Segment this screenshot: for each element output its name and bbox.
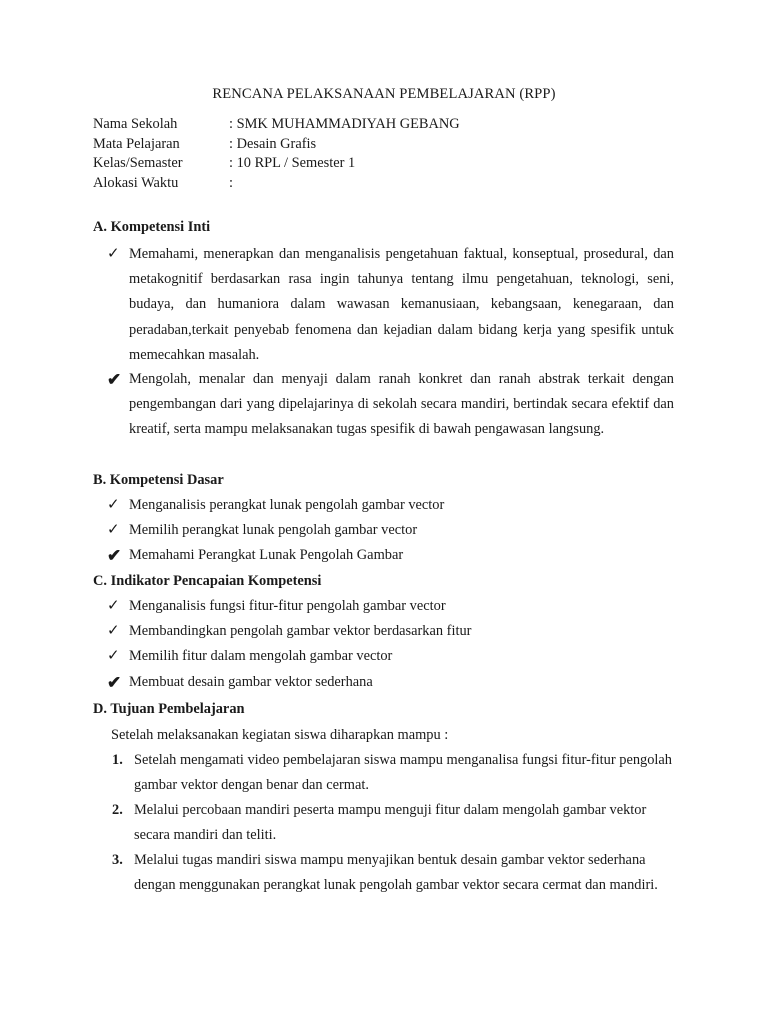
numbered-item-text: Melalui percobaan mandiri peserta mampu menguji fitur dalam mengolah gambar vektor secara mandiri dan teliti. (134, 802, 647, 844)
list-item (107, 594, 674, 619)
list-item-text: Membuat desain gambar vektor sederhana (129, 674, 373, 690)
section-intro: Setelah melaksanakan kegiatan siswa diharapkan mampu : (111, 727, 449, 743)
info-value: : 10 RPL / Semester 1 (229, 155, 356, 171)
info-row-subject (93, 135, 460, 155)
list-item (107, 619, 674, 644)
list-item-text: Memahami, menerapkan dan menganalisis pengetahuan faktual, konseptual, prosedural, dan metakognitif berdasarkan rasa ingin tahunya tentang ilmu pengetahuan, teknologi, seni, budaya, dan humaniora dalam wawasan kemanusiaan, kebangsaan, kenegaraan, dan peradaban,terkait penyebab fenomena dan kejadian dalam bidang kerja yang spesifik untuk memecahkan masalah. (129, 246, 674, 363)
list-item-text: Menganalisis perangkat lunak pengolah gambar vector (129, 497, 445, 513)
check-icon: ✓ (107, 246, 120, 262)
list-item-text: Memahami Perangkat Lunak Pengolah Gambar (129, 547, 404, 563)
list-item (107, 367, 674, 443)
check-icon: ✓ (107, 497, 120, 513)
item-number: 3. (112, 852, 123, 868)
list-item (107, 670, 674, 695)
info-value: : (229, 174, 233, 191)
item-number: 2. (112, 802, 123, 818)
list-item-text: Memilih perangkat lunak pengolah gambar vector (129, 522, 418, 538)
check-icon: ✔ (107, 370, 122, 389)
check-icon: ✓ (107, 623, 120, 639)
info-value: : SMK MUHAMMADIYAH GEBANG (229, 116, 460, 132)
list-item (107, 644, 674, 669)
check-icon: ✓ (107, 648, 120, 664)
document-title: RENCANA PELAKSANAAN PEMBELAJARAN (RPP) (212, 86, 556, 102)
list-item (107, 543, 674, 568)
info-row-class (93, 154, 460, 174)
list-item (107, 493, 674, 518)
info-value: : Desain Grafis (229, 135, 317, 152)
info-block (93, 115, 460, 193)
item-number: 1. (112, 752, 123, 768)
numbered-item (112, 848, 672, 898)
list-item-text: Mengolah, menalar dan menyaji dalam ranah konkret dan ranah abstrak terkait dengan pengembangan dari yang dipelajarinya di sekolah secara mandiri, bertindak secara efektif dan kreatif, serta mampu melaksanakan tugas spesifik di bawah pengawasan langsung. (129, 371, 674, 438)
list-item (107, 518, 674, 543)
check-icon: ✔ (107, 546, 122, 565)
list-item-text: Menganalisis fungsi fitur-fitur pengolah gambar vector (129, 598, 446, 614)
numbered-item-text: Melalui tugas mandiri siswa mampu menyajikan bentuk desain gambar vektor sederhana dengan menggunakan perangkat lunak pengolah gambar vektor secara cermat dan mandiri. (134, 852, 658, 894)
info-row-school (93, 115, 460, 135)
list-item-text: Memilih fitur dalam mengolah gambar vector (129, 648, 393, 664)
section-heading-d: D. Tujuan Pembelajaran (93, 701, 245, 717)
check-icon: ✓ (107, 522, 120, 538)
info-row-time (93, 174, 460, 194)
section-heading-b: B. Kompetensi Dasar (93, 472, 224, 488)
section-heading-a: A. Kompetensi Inti (93, 219, 211, 235)
numbered-item (112, 798, 672, 848)
info-label: Mata Pelajaran (93, 135, 180, 152)
list-item (107, 242, 674, 368)
list-item-text: Membandingkan pengolah gambar vektor berdasarkan fitur (129, 623, 472, 639)
check-icon: ✓ (107, 598, 120, 614)
info-label: Alokasi Waktu (93, 174, 179, 191)
numbered-item-text: Setelah mengamati video pembelajaran siswa mampu menganalisa fungsi fitur-fitur pengolah gambar vektor dengan benar dan cermat. (134, 752, 672, 794)
numbered-item (112, 748, 672, 798)
info-label: Nama Sekolah (93, 116, 178, 132)
check-icon: ✔ (107, 673, 122, 692)
section-heading-c: C. Indikator Pencapaian Kompetensi (93, 573, 322, 589)
info-label: Kelas/Semaster (93, 155, 183, 171)
